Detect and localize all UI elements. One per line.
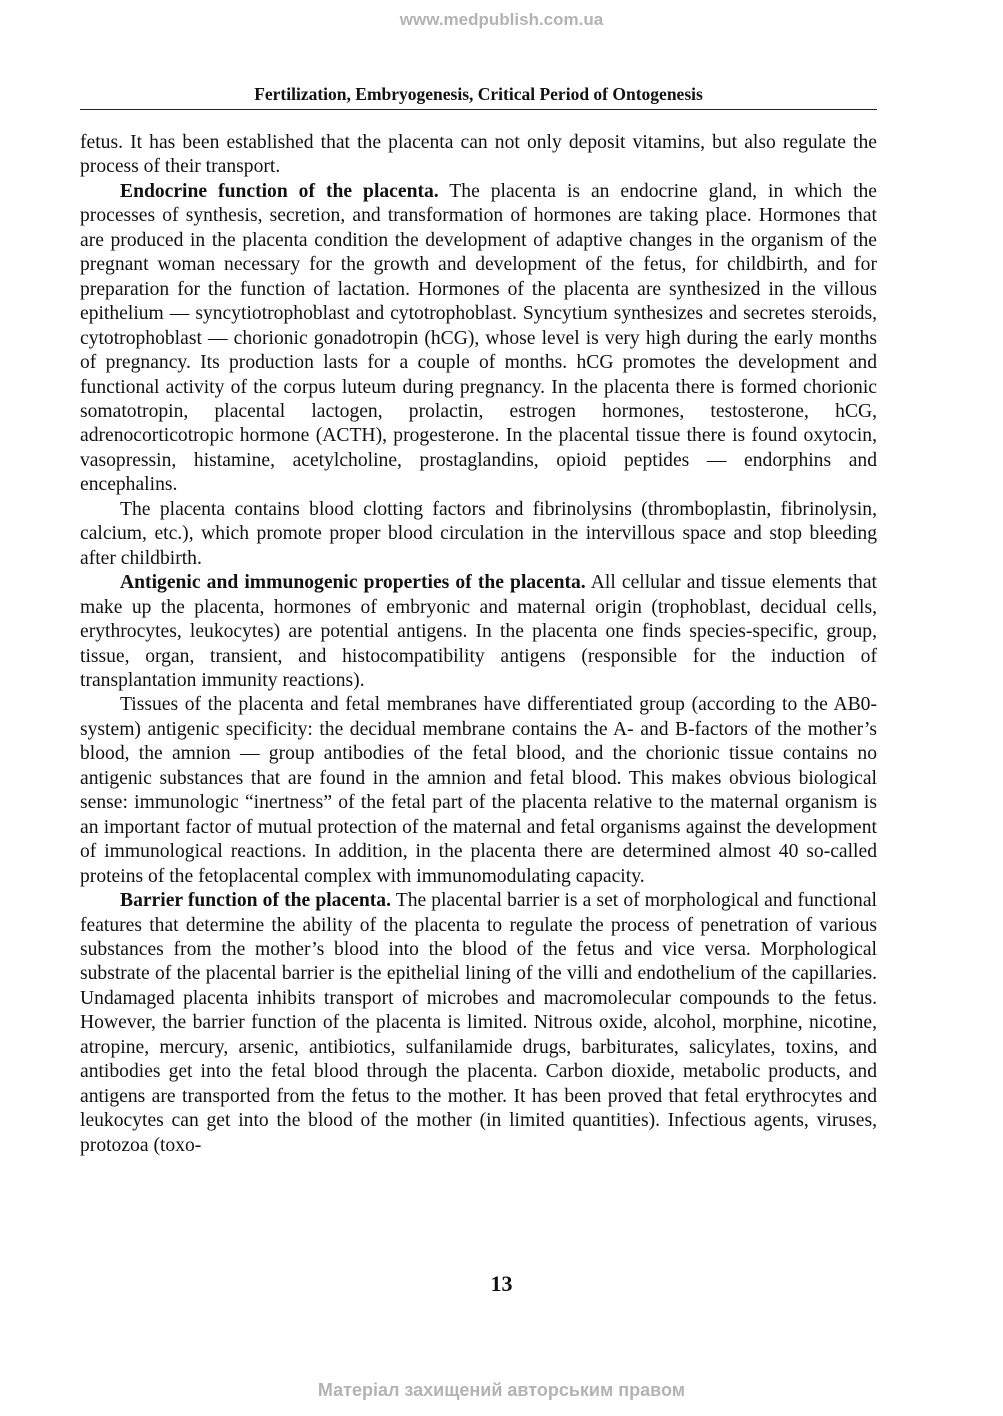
- running-header: Fertilization, Embryogenesis, Critical Period of Ontogenesis: [254, 84, 703, 104]
- paragraph: [80, 180, 877, 498]
- paragraph-text: fetus. It has been established that the placenta can not only deposit vitamins, but also regulate the process of their transport.: [80, 132, 877, 178]
- paragraph: [80, 571, 877, 693]
- paragraph-text: Tissues of the placenta and fetal membranes have differentiated group (according to the AB0-system) antigenic specificity: the decidual membrane contains the A- and B-factors of the mother’s blood, the amnion — group antibodies of the fetal blood, and the chorionic tissue contains no antigenic substances that are found in the amnion and fetal blood. This makes obvious biological sense: immunologic “inertness” of the fetal part of the placenta relative to the maternal organism is an important factor of mutual protection of the maternal and fetal organisms against the development of immunological reactions. In addition, in the placenta there are determined almost 40 so-called proteins of the fetoplacental complex with immunomodulating capacity.: [80, 694, 877, 887]
- paragraph-text: All cellular and tissue elements that make up the placenta, hormones of embryonic and maternal origin (trophoblast, decidual cells, erythrocytes, leukocytes) are potential antigens. In the placenta one finds species-specific, group, tissue, organ, transient, and histocompatibility antigens (responsible for the induction of transplantation immunity reactions).: [80, 572, 877, 691]
- paragraph: [80, 693, 877, 889]
- body-text: [80, 131, 877, 1158]
- copyright-watermark: Матеріал захищений авторським правом: [317, 1380, 686, 1400]
- header-divider: [80, 109, 877, 110]
- paragraph-text: The placenta is an endocrine gland, in which the processes of synthesis, secretion, and transformation of hormones are taking place. Hormones that are produced in the placenta condition the development of adaptive changes in the organism of the pregnant woman necessary for the growth and development of the fetus, for childbirth, and for preparation for the function of lactation. Hormones of the placenta are synthesized in the villous epithelium — syncytiotrophoblast and cytotrophoblast. Syncytium synthesizes and secretes steroids, cytotrophoblast — chorionic gonadotropin (hCG), whose level is very high during the early months of pregnancy. Its production lasts for a couple of months. hCG promotes the development and functional activity of the corpus luteum during pregnancy. In the placenta there is formed chorionic somatotropin, placental lactogen, prolactin, estrogen hormones, testosterone, hCG, adrenocorticotropic hormone (ACTH), progesterone. In the placental tissue there is found oxytocin, vasopressin, histamine, acetylcholine, prostaglandins, opioid peptides — endorphins and encephalins.: [80, 180, 878, 496]
- page-number: 13: [490, 1271, 513, 1296]
- watermark-url: www.medpublish.com.ua: [399, 10, 604, 29]
- paragraph: [80, 889, 877, 1158]
- paragraph-text: The placental barrier is a set of morphological and functional features that determine the ability of the placenta to regulate the process of penetration of various substances from the mother’s blood into the blood of the fetus and vice versa. Morphological substrate of the placental barrier is the epithelial lining of the villi and endothelium of the capillaries. Undamaged placenta inhibits transport of microbes and macromolecular compounds to the fetus. However, the barrier function of the placenta is limited. Nitrous oxide, alcohol, morphine, nicotine, atropine, mercury, arsenic, antibiotics, sulfanilamide drugs, barbiturates, salicylates, toxins, and antibodies get into the fetal blood through the placenta. Carbon dioxide, metabolic products, and antigens are transported from the fetus to the mother. It has been proved that fetal erythrocytes and leukocytes can get into the blood of the mother (in limited quantities). Infectious agents, viruses, protozoa (toxo-: [80, 890, 877, 1156]
- paragraph-heading: Barrier function of the placenta.: [120, 890, 391, 912]
- paragraph-heading: Antigenic and immunogenic properties of the placenta.: [120, 572, 586, 594]
- paragraph-text: The placenta contains blood clotting factors and fibrinolysins (thromboplastin, fibrinolysin, calcium, etc.), which promote proper blood circulation in the intervillous space and stop bleeding after childbirth.: [80, 498, 877, 569]
- paragraph-heading: Endocrine function of the placenta.: [120, 180, 439, 202]
- paragraph: [80, 498, 877, 571]
- paragraph: [80, 131, 877, 180]
